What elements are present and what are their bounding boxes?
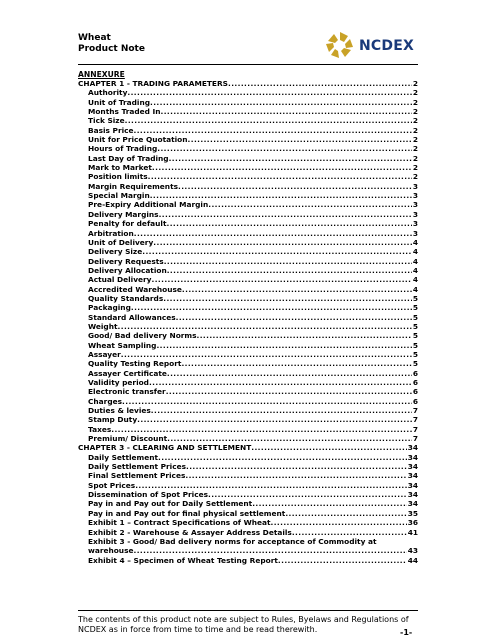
toc-leader-dots: [163, 294, 412, 303]
toc-entry[interactable]: [78, 406, 418, 415]
toc-page-number: 34: [407, 471, 418, 481]
toc-entry-label: Packaging: [88, 303, 131, 313]
toc-page-number: 35: [407, 508, 418, 518]
toc-leader-dots: [161, 107, 412, 116]
toc-entry[interactable]: [78, 490, 418, 499]
toc-entry[interactable]: [78, 126, 418, 135]
toc-entry[interactable]: [78, 275, 418, 284]
toc-leader-dots: [252, 499, 406, 508]
toc-entry-label: Exhibit 1 – Contract Specifications of Wheat: [88, 518, 271, 528]
toc-leader-dots: [134, 126, 412, 135]
toc-leader-dots: [208, 200, 412, 209]
toc-entry[interactable]: [78, 322, 418, 331]
toc-page-number: 43: [407, 546, 418, 556]
toc-page-number: 5: [412, 331, 418, 341]
toc-entry-label: Electronic transfer: [88, 387, 166, 397]
toc-page-number: 2: [412, 163, 418, 173]
toc-entry-label: Premium/ Discount: [88, 434, 168, 444]
toc-leader-dots: [166, 387, 412, 396]
toc-entry[interactable]: [78, 229, 418, 238]
toc-entry[interactable]: [78, 88, 418, 97]
toc-page-number: 2: [412, 88, 418, 98]
toc-entry-label: Quality Testing Report: [88, 359, 182, 369]
toc-page-number: 4: [412, 265, 418, 275]
toc-leader-dots: [228, 79, 412, 88]
toc-page-number: 7: [412, 406, 418, 416]
toc-page-number: 5: [412, 303, 418, 313]
toc-page-number: 2: [412, 153, 418, 163]
toc-leader-dots: [285, 509, 406, 518]
toc-chapter-entry[interactable]: [78, 79, 418, 88]
toc-entry[interactable]: [78, 425, 418, 434]
footer-divider: [78, 610, 418, 611]
toc-leader-dots: [178, 182, 412, 191]
toc-leader-dots: [131, 303, 412, 312]
toc-entry-label: Wheat Sampling: [88, 340, 157, 350]
toc-entry-label: Final Settlement Prices: [88, 471, 186, 481]
toc-page-number: 2: [412, 135, 418, 145]
toc-leader-dots: [133, 546, 406, 555]
toc-entry[interactable]: [78, 518, 418, 527]
toc-leader-dots: [166, 219, 411, 228]
toc-leader-dots: [208, 490, 407, 499]
toc-page-number: 2: [412, 107, 418, 117]
toc-leader-dots: [150, 191, 412, 200]
toc-entry-label: Delivery Allocation: [88, 265, 167, 275]
ncdex-logo: [323, 30, 418, 60]
toc-entry[interactable]: [78, 135, 418, 144]
toc-entry[interactable]: [78, 387, 418, 396]
toc-entry-label: Unit of Delivery: [88, 237, 154, 247]
toc-page-number: 3: [412, 181, 418, 191]
toc-entry-label: Duties & levies: [88, 406, 151, 416]
ncdex-logo-icon: [323, 30, 357, 60]
toc-entry[interactable]: [78, 528, 418, 537]
toc-entry-label: Special Margin: [88, 191, 150, 201]
toc-entry-label: warehouse: [88, 546, 134, 556]
toc-entry-label: Delivery Margins: [88, 209, 159, 219]
toc-entry-label: Pay in and Pay out for final physical settlement: [88, 508, 286, 518]
toc-leader-dots: [159, 210, 412, 219]
toc-page-number: 2: [412, 79, 418, 88]
toc-entry-label: Arbitration: [88, 228, 134, 238]
toc-page-number: 2: [412, 144, 418, 154]
toc-leader-dots: [121, 350, 412, 359]
toc-entry-label: Position limits: [88, 172, 148, 182]
page-number: -1-: [400, 628, 413, 637]
toc-entry-label: Basis Price: [88, 125, 134, 135]
toc-entry[interactable]: [78, 200, 418, 209]
toc-entry-label: Accredited Warehouse: [88, 284, 182, 294]
toc-leader-dots: [137, 415, 412, 424]
toc-leader-dots: [127, 88, 411, 97]
toc-leader-dots: [176, 313, 412, 322]
toc-entry-label: Authority: [88, 88, 128, 98]
toc-entry[interactable]: [78, 172, 418, 181]
toc-entry[interactable]: [78, 98, 418, 107]
toc-page-number: 36: [407, 518, 418, 528]
toc-page-number: 3: [412, 191, 418, 201]
toc-page-number: 2: [412, 172, 418, 182]
toc-entry[interactable]: [78, 144, 418, 153]
toc-leader-dots: [134, 229, 412, 238]
toc-entry[interactable]: [78, 359, 418, 368]
toc-entry[interactable]: [78, 107, 418, 116]
header-divider: [78, 64, 418, 65]
toc-page-number: 6: [412, 387, 418, 397]
toc-page-number: 4: [412, 247, 418, 257]
page-header: [78, 30, 418, 64]
toc-page-number: 4: [412, 275, 418, 285]
toc-leader-dots: [167, 369, 412, 378]
toc-entry[interactable]: [78, 219, 418, 228]
toc-page-number: 2: [412, 97, 418, 107]
toc-entry-label: Assayer Certificate: [88, 368, 167, 378]
toc-entry-label: Tick Size: [88, 116, 125, 126]
toc-page-number: 6: [412, 396, 418, 406]
toc-page-number: 7: [412, 424, 418, 434]
toc-entry[interactable]: [78, 434, 418, 443]
toc-leader-dots: [156, 341, 411, 350]
toc-entry[interactable]: [78, 415, 418, 424]
toc-page-number: 5: [412, 340, 418, 350]
toc-leader-dots: [150, 98, 412, 107]
toc-leader-dots: [197, 331, 412, 340]
toc-entry-label: Unit of Trading: [88, 97, 151, 107]
toc-leader-dots: [157, 144, 412, 153]
toc-page-number: 4: [412, 256, 418, 266]
toc-entry[interactable]: [78, 331, 418, 340]
toc-leader-dots: [152, 275, 412, 284]
toc-entry[interactable]: [78, 378, 418, 387]
toc-page-number: 4: [412, 284, 418, 294]
toc-leader-dots: [122, 397, 412, 406]
toc-page-number: 5: [412, 321, 418, 331]
toc-entry-label: Weight: [88, 321, 118, 331]
toc-leader-dots: [164, 257, 412, 266]
toc-entry[interactable]: [78, 369, 418, 378]
toc-leader-dots: [271, 518, 407, 527]
table-of-contents: [78, 79, 418, 565]
toc-leader-dots: [152, 163, 412, 172]
toc-entry[interactable]: [78, 397, 418, 406]
toc-leader-dots: [169, 154, 412, 163]
toc-entry-label: Mark to Market: [88, 163, 152, 173]
toc-entry[interactable]: [78, 247, 418, 256]
toc-leader-dots: [167, 434, 412, 443]
toc-entry[interactable]: [78, 509, 418, 518]
toc-page-number: 34: [407, 480, 418, 490]
toc-page-number: 5: [412, 293, 418, 303]
toc-leader-dots: [111, 425, 412, 434]
toc-page-number: 3: [412, 219, 418, 229]
toc-entry-label: Last Day of Trading: [88, 153, 169, 163]
toc-page-number: 7: [412, 434, 418, 444]
toc-entry-label: Months Traded In: [88, 107, 161, 117]
toc-page-number: 2: [412, 125, 418, 135]
toc-leader-dots: [148, 172, 412, 181]
toc-leader-dots: [151, 406, 412, 415]
toc-entry[interactable]: [78, 266, 418, 275]
toc-entry[interactable]: [78, 313, 418, 322]
toc-entry-label: Pay in and Pay out for Daily Settlement: [88, 499, 253, 509]
toc-entry[interactable]: [78, 303, 418, 312]
toc-entry-label: Hours of Trading: [88, 144, 158, 154]
toc-leader-dots: [278, 556, 407, 565]
toc-page-number: 34: [407, 490, 418, 500]
toc-entry-label: Spot Prices: [88, 480, 136, 490]
toc-entry[interactable]: [78, 471, 418, 480]
toc-page-number: 41: [407, 527, 418, 537]
toc-leader-dots: [185, 471, 406, 480]
toc-leader-dots: [251, 443, 406, 452]
toc-entry[interactable]: [78, 499, 418, 508]
toc-entry-label: Daily Settlement Prices: [88, 462, 186, 472]
toc-page-number: 5: [412, 359, 418, 369]
toc-entry[interactable]: [78, 210, 418, 219]
toc-entry-label: Exhibit 4 – Specimen of Wheat Testing Report: [88, 555, 278, 565]
toc-entry-label: Dissemination of Spot Prices: [88, 490, 208, 500]
toc-entry-label: Standard Allowances: [88, 312, 176, 322]
toc-entry-label: Taxes: [88, 424, 112, 434]
toc-leader-dots: [125, 116, 412, 125]
toc-entry-label: Assayer: [88, 349, 121, 359]
toc-page-number: 4: [412, 237, 418, 247]
toc-entry[interactable]: [78, 462, 418, 471]
toc-entry[interactable]: [78, 154, 418, 163]
toc-page-number: 34: [407, 452, 418, 462]
toc-page-number: 3: [412, 200, 418, 210]
toc-page-number: 34: [407, 462, 418, 472]
toc-leader-dots: [186, 462, 407, 471]
toc-leader-dots: [118, 322, 412, 331]
toc-page-number: 6: [412, 368, 418, 378]
header-subtitle: Product Note: [78, 44, 145, 54]
toc-leader-dots: [158, 453, 407, 462]
toc-entry[interactable]: [78, 481, 418, 490]
toc-entry-label: Daily Settlement: [88, 452, 159, 462]
toc-entry-label: Validity period: [88, 378, 149, 387]
header-title: Wheat: [78, 33, 111, 43]
toc-page-number: 34: [407, 443, 418, 453]
toc-entry-label: Stamp Duty: [88, 415, 138, 425]
toc-entry-label: Charges: [88, 396, 123, 406]
toc-entry-label: Unit for Price Quotation: [88, 135, 188, 145]
toc-entry-label: Exhibit 2 - Warehouse & Assayer Address Details: [88, 527, 292, 537]
toc-entry[interactable]: [78, 556, 418, 565]
toc-entry[interactable]: [78, 116, 418, 125]
toc-entry-label: Pre-Expiry Additional Margin: [88, 200, 209, 210]
toc-leader-dots: [181, 359, 411, 368]
toc-entry-label: Margin Requirements: [88, 181, 178, 191]
toc-entry-label: Delivery Requests: [88, 256, 164, 266]
toc-entry[interactable]: [78, 537, 418, 546]
toc-entry-label: CHAPTER 1 - TRADING PARAMETERS: [78, 79, 228, 88]
footer-disclaimer: The contents of this product note are subject to Rules, Byelaws and Regulations of NCDEX as in force from time to time and be read therewith.: [78, 615, 409, 634]
toc-page-number: 3: [412, 228, 418, 238]
toc-entry[interactable]: [78, 182, 418, 191]
toc-entry-label: Quality Standards: [88, 293, 164, 303]
toc-page-number: 34: [407, 499, 418, 509]
toc-entry[interactable]: [78, 285, 418, 294]
toc-entry-label: Good/ Bad delivery Norms: [88, 331, 197, 341]
toc-entry[interactable]: [78, 257, 418, 266]
toc-page-number: 7: [412, 415, 418, 425]
logo-text: NCDEX: [359, 38, 414, 54]
toc-leader-dots: [149, 378, 412, 387]
toc-entry[interactable]: [78, 163, 418, 172]
toc-leader-dots: [153, 238, 412, 247]
toc-chapter-entry[interactable]: [78, 443, 418, 452]
toc-entry[interactable]: [78, 341, 418, 350]
toc-entry-label: Exhibit 3 - Good/ Bad delivery norms for acceptance of Commodity at: [88, 536, 377, 546]
toc-page-number: 3: [412, 209, 418, 219]
toc-page-number: 5: [412, 312, 418, 322]
toc-entry[interactable]: [78, 453, 418, 462]
toc-entry[interactable]: [78, 350, 418, 359]
toc-page-number: 44: [407, 555, 418, 565]
toc-entry[interactable]: [78, 191, 418, 200]
toc-entry-label: Penalty for default: [88, 219, 167, 229]
toc-leader-dots: [182, 285, 412, 294]
toc-entry-label: Delivery Size: [88, 247, 143, 257]
toc-leader-dots: [188, 135, 412, 144]
toc-page-number: 2: [412, 116, 418, 126]
toc-entry[interactable]: [78, 238, 418, 247]
toc-page-number: 5: [412, 349, 418, 359]
toc-entry-label: CHAPTER 3 - CLEARING AND SETTLEMENT: [78, 443, 252, 453]
toc-entry[interactable]: [78, 546, 418, 555]
toc-entry[interactable]: [78, 294, 418, 303]
toc-leader-dots: [167, 266, 412, 275]
toc-leader-dots: [135, 481, 407, 490]
toc-leader-dots: [292, 528, 407, 537]
annexure-heading: ANNEXURE: [78, 70, 125, 79]
toc-leader-dots: [142, 247, 412, 256]
toc-page-number: 6: [412, 378, 418, 387]
toc-entry-label: Actual Delivery: [88, 275, 152, 285]
